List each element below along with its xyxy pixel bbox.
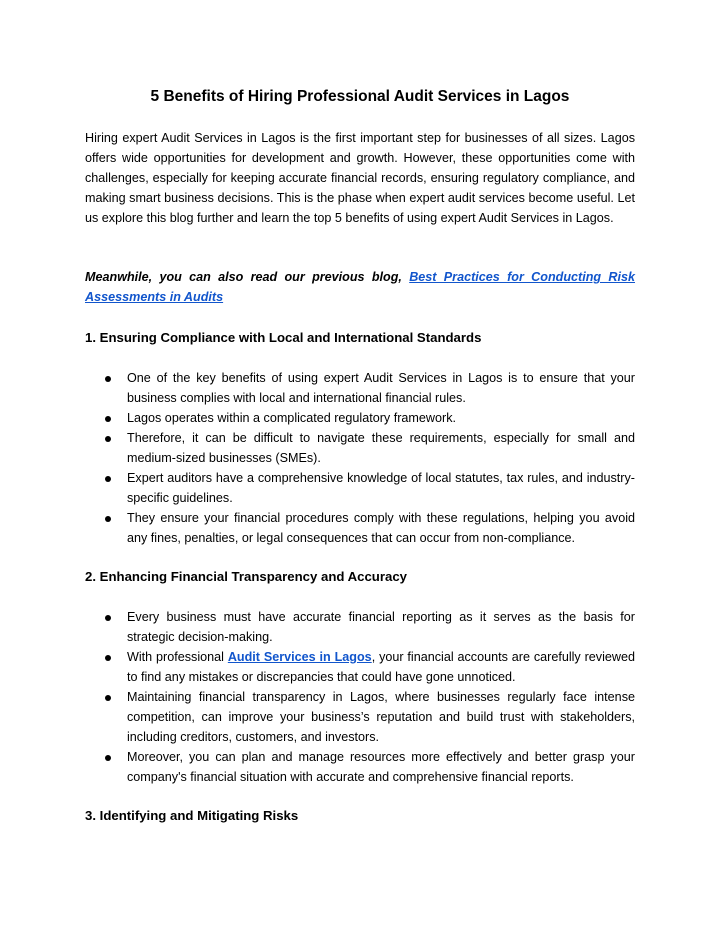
page-title: 5 Benefits of Hiring Professional Audit Services in Lagos	[150, 88, 570, 105]
list-item	[85, 408, 635, 428]
bullet-icon	[105, 655, 111, 661]
intro-paragraph: Hiring expert Audit Services in Lagos is the first important step for businesses of all sizes. Lagos offers wide opportunities for development and growth. However, these opportunities come with challenges, especially for keeping accurate financial records, ensuring regulatory compliance, and making smart business decisions. This is the phase when expert audit services become useful. Let us explore this blog further and learn the top 5 benefits of using expert Audit Services in Lagos.	[85, 131, 635, 225]
section-heading-2: 2. Enhancing Financial Transparency and Accuracy	[85, 569, 407, 584]
list-item	[85, 508, 635, 548]
section-2-bullet-list	[85, 607, 635, 787]
list-item-text: Maintaining financial transparency in Lagos, where businesses regularly face intense competition, can improve your business’s reputation and build trust with stakeholders, including creditors, customers, and investors.	[127, 690, 635, 744]
bullet-icon	[105, 436, 111, 442]
list-item	[85, 607, 635, 647]
list-item-text: Every business must have accurate financial reporting as it serves as the basis for strategic decision-making.	[127, 610, 635, 644]
list-item	[85, 368, 635, 408]
list-item-text: Lagos operates within a complicated regulatory framework.	[127, 411, 456, 425]
bullet-icon	[105, 376, 111, 382]
list-item	[85, 647, 635, 687]
list-item	[85, 687, 635, 747]
section-1-bullet-list	[85, 368, 635, 548]
bullet-icon	[105, 516, 111, 522]
bullet-icon	[105, 416, 111, 422]
list-item-text: They ensure your financial procedures comply with these regulations, helping you avoid any fines, penalties, or legal consequences that can occur from non-compliance.	[127, 511, 635, 545]
list-item	[85, 468, 635, 508]
previous-blog-note	[85, 267, 635, 307]
list-item	[85, 428, 635, 468]
bullet-icon	[105, 615, 111, 621]
bullet-icon	[105, 755, 111, 761]
section-heading-1: 1. Ensuring Compliance with Local and International Standards	[85, 330, 482, 345]
list-item-text-before-link: With professional	[127, 650, 228, 664]
list-item-text: Expert auditors have a comprehensive knowledge of local statutes, tax rules, and industry-specific guidelines.	[127, 471, 635, 505]
previous-blog-link[interactable]: Best Practices for Conducting Risk Assessments in Audits	[85, 270, 635, 304]
list-item-text-after-link: , your financial accounts are carefully reviewed to find any mistakes or discrepancies that could have gone unnoticed.	[127, 650, 635, 684]
list-item-text: Therefore, it can be difficult to navigate these requirements, especially for small and medium-sized businesses (SMEs).	[127, 431, 635, 465]
previous-blog-prefix: Meanwhile, you can also read our previous blog,	[85, 270, 410, 284]
section-heading-3: 3. Identifying and Mitigating Risks	[85, 808, 299, 823]
list-item-text: Moreover, you can plan and manage resources more effectively and better grasp your company's financial situation with accurate and comprehensive financial reports.	[127, 750, 635, 784]
bullet-icon	[105, 695, 111, 701]
audit-services-link[interactable]: Audit Services in Lagos	[227, 650, 372, 664]
list-item	[85, 747, 635, 787]
bullet-icon	[105, 476, 111, 482]
list-item-text: One of the key benefits of using expert Audit Services in Lagos is to ensure that your business complies with local and international financial rules.	[127, 371, 635, 405]
